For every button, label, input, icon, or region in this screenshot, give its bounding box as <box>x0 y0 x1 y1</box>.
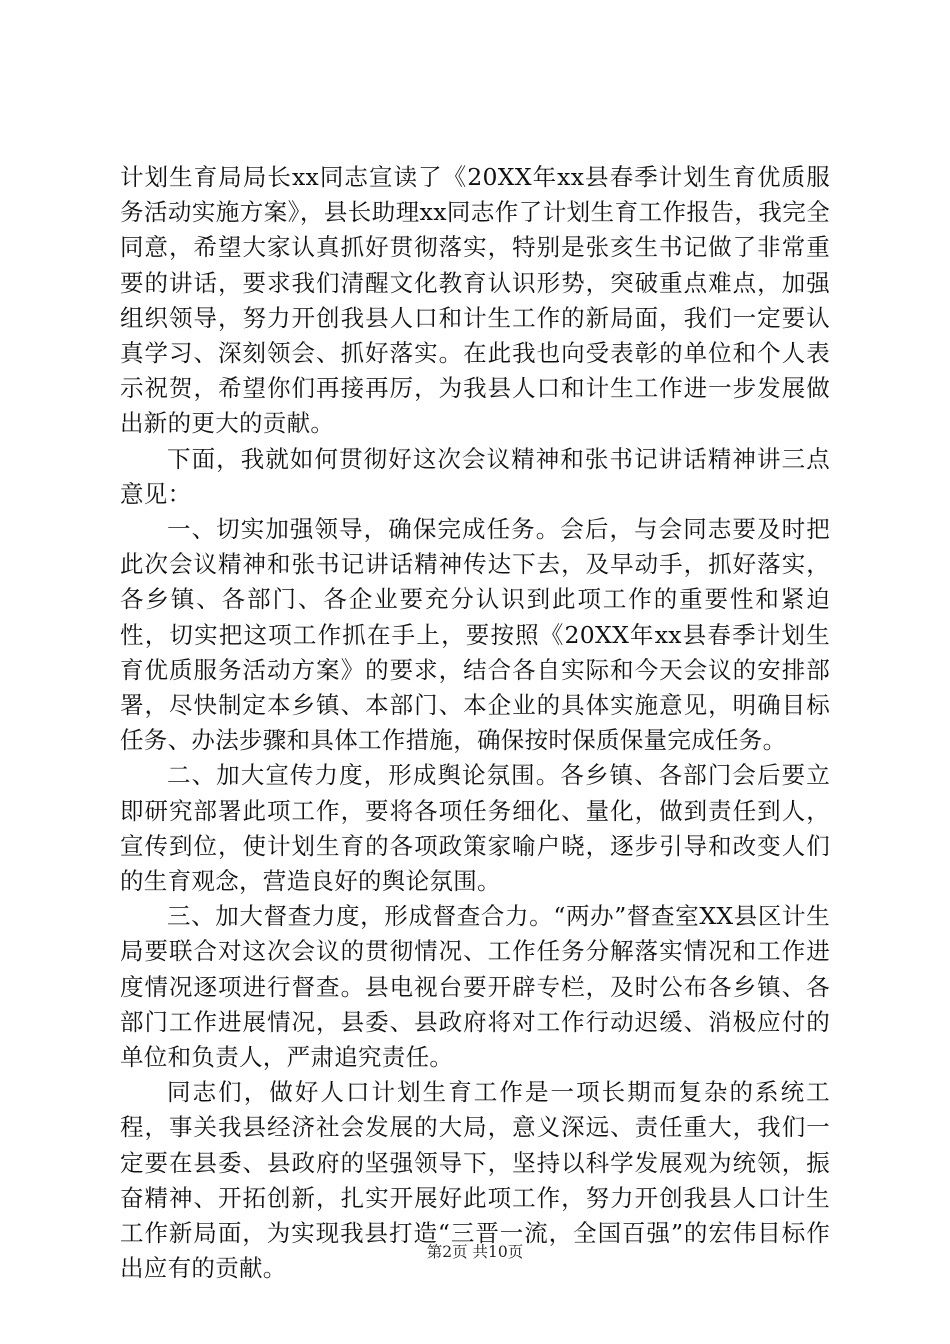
paragraph-conclusion: 同志们，做好人口计划生育工作是一项长期而复杂的系统工程，事关我县经济社会发展的大局，意义深远、责任重大，我们一定要在县委、县政府的坚强领导下，坚持以科学发展观为统领，振奋精神、开拓创新，扎实开展好此项工作，努力开创我县人口计生工作新局面，为实现我县打造“三晋一流，全国百强”的宏伟目标作出应有的贡献。 <box>120 1078 830 1283</box>
paragraph-intro-three-points: 下面，我就如何贯彻好这次会议精神和张书记讲话精神讲三点意见： <box>120 444 830 508</box>
document-body <box>120 160 830 1287</box>
paragraph-point-three: 三、加大督查力度，形成督查合力。“两办”督查室XX县区计生局要联合对这次会议的贯彻情况、工作任务分解落实情况和工作进度情况逐项进行督查。县电视台要开辟专栏，及时公布各乡镇、各部门工作进展情况，县委、县政府将对工作行动迟缓、消极应付的单位和负责人，严肃追究责任。 <box>120 902 830 1072</box>
paragraph-continuation: 计划生育局局长xx同志宣读了《20XX年xx县春季计划生育优质服务活动实施方案》，县长助理xx同志作了计划生育工作报告，我完全同意，希望大家认真抓好贯彻落实，特别是张亥生书记做了非常重要的讲话，要求我们清醒文化教育认识形势，突破重点难点，加强组织领导，努力开创我县人口和计生工作的新局面，我们一定要认真学习、深刻领会、抓好落实。在此我也向受表彰的单位和个人表示祝贺，希望你们再接再厉，为我县人口和计生工作进一步发展做出新的更大的贡献。 <box>120 163 830 438</box>
paragraph-point-one: 一、切实加强领导，确保完成任务。会后，与会同志要及时把此次会议精神和张书记讲话精神传达下去，及早动手，抓好落实，各乡镇、各部门、各企业要充分认识到此项工作的重要性和紧迫性，切实把这项工作抓在手上，要按照《20XX年xx县春季计划生育优质服务活动方案》的要求，结合各自实际和今天会议的安排部署，尽快制定本乡镇、本部门、本企业的具体实施意见，明确目标任务、办法步骤和具体工作措施，确保按时保质保量完成任务。 <box>120 515 830 755</box>
paragraph-point-two: 二、加大宣传力度，形成舆论氛围。各乡镇、各部门会后要立即研究部署此项工作，要将各项任务细化、量化，做到责任到人，宣传到位，使计划生育的各项政策家喻户晓，逐步引导和改变人们的生育观念，营造良好的舆论氛围。 <box>120 761 830 896</box>
page-number-footer: 第2页 共10页 <box>426 1243 524 1261</box>
